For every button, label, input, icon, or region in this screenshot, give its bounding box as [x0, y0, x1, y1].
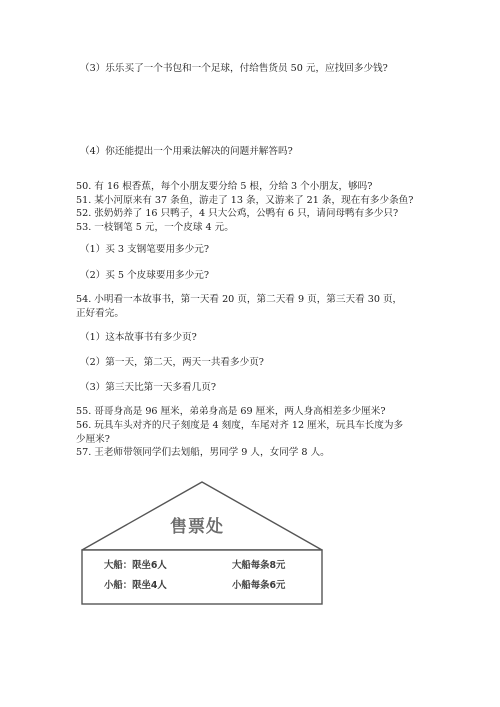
ticket-booth-illustration — [80, 478, 324, 606]
big-boat-seats: 大船：限坐6人 — [104, 560, 167, 571]
small-boat-price: 小船每条6元 — [232, 580, 286, 591]
q-prev-part4: （4）你还能提出一个用乘法解决的问题并解答吗? — [80, 146, 293, 157]
question-56: 56. 玩具车头对齐的尺子刻度是 4 刻度，车尾对齐 12 厘米，玩具车长度为多少厘米? — [76, 420, 404, 445]
q-prev-part3: （3）乐乐买了一个书包和一个足球，付给售货员 50 元，应找回多少钱? — [80, 63, 388, 74]
small-boat-seats: 小船：限坐4人 — [104, 580, 167, 591]
q53-part1: （1）买 3 支钢笔要用多少元? — [80, 244, 209, 255]
question-54: 54. 小明看一本故事书，第一天看 20 页，第二天看 9 页，第三天看 30 页，正好看完。 — [76, 294, 403, 319]
q54-part2: （2）第一天，第二天，两天一共看多少页? — [80, 357, 264, 368]
question-57: 57. 王老师带领同学们去划船，男同学 9 人，女同学 8 人。 — [76, 447, 330, 458]
big-boat-price: 大船每条8元 — [232, 560, 286, 571]
question-55: 55. 哥哥身高是 96 厘米，弟弟身高是 69 厘米，两人身高相差多少厘米? — [76, 406, 386, 417]
question-50: 50. 有 16 根香蕉，每个小朋友要分给 5 根，分给 3 个小朋友，够吗? — [76, 181, 373, 192]
question-51: 51. 某小河原来有 37 条鱼，游走了 13 条，又游来了 21 条，现在有多少条鱼? — [76, 195, 414, 206]
question-53: 53. 一枝钢笔 5 元，一个皮球 4 元。 — [76, 222, 234, 233]
q53-part2: （2）买 5 个皮球要用多少元? — [80, 270, 209, 281]
question-52: 52. 张奶奶养了 16 只鸭子，4 只大公鸡，公鸭有 6 只，请问母鸭有多少只? — [76, 208, 399, 219]
q54-part1: （1）这本故事书有多少页? — [80, 332, 197, 343]
booth-title: 售票处 — [170, 517, 224, 537]
q54-part3: （3）第三天比第一天多看几页? — [80, 382, 216, 393]
